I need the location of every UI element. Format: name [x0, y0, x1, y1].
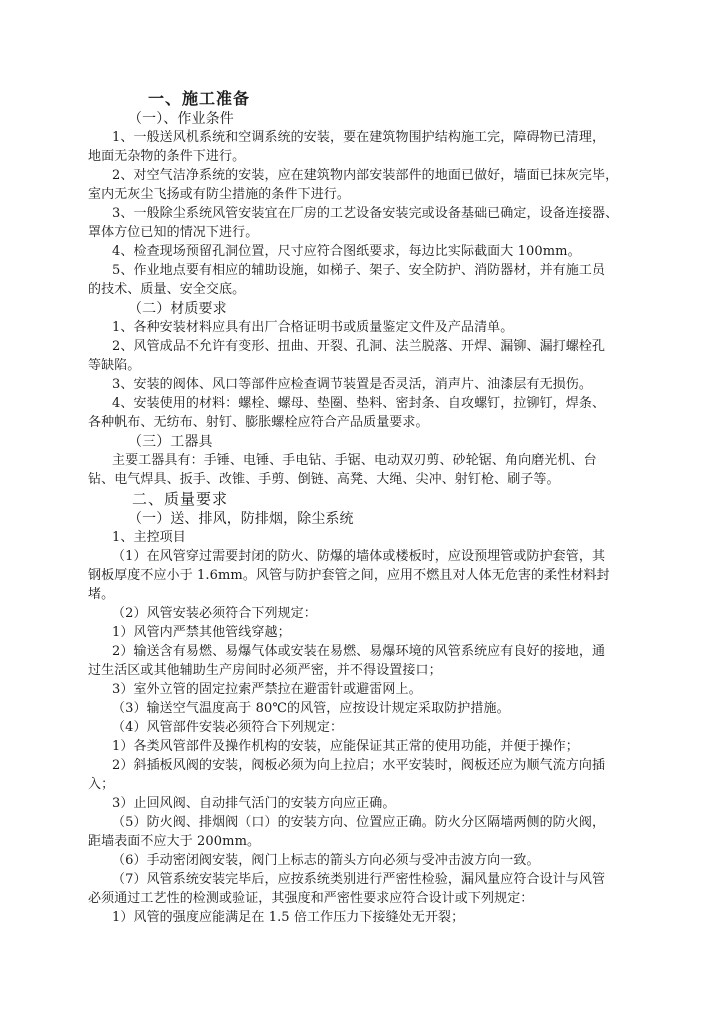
paragraph-line: （1）在风管穿过需要封闭的防火、防爆的墙体或楼板时，应设预埋管或防护套管，其: [112, 549, 606, 564]
paragraph-line: 3）室外立管的固定拉索严禁拉在避雷针或避雷网上。: [112, 682, 422, 697]
paragraph-line: 必须通过工艺性的检测或验证，其强度和严密性要求应符合设计或下列规定：: [88, 891, 534, 906]
paragraph-line: 1、各种安装材料应具有出厂合格证明书或质量鉴定文件及产品清单。: [112, 320, 514, 335]
paragraph-line: 室内无灰尘飞扬或有防尘措施的条件下进行。: [88, 187, 351, 202]
paragraph-line: 过生活区或其他辅助生产房间时必须严密，并不得设置接口；: [88, 663, 442, 678]
paragraph-line: 各种帆布、无纺布、射钉、膨胀螺栓应符合产品质量要求。: [88, 415, 429, 430]
subsection-heading: （一）、作业条件: [128, 111, 234, 127]
paragraph-line: 1、主控项目: [112, 530, 186, 545]
paragraph-line: （5）防火阀、排烟阀（口）的安装方向、位置应正确。防火分区隔墙两侧的防火阀，: [112, 815, 606, 830]
paragraph-line: （7）风管系统安装完毕后，应按系统类别进行严密性检验，漏风量应符合设计与风管: [112, 872, 606, 887]
subsection-heading: （三）工器具: [128, 434, 213, 450]
paragraph-line: （3）输送空气温度高于 80℃的风管，应按设计规定采取防护措施。: [112, 701, 510, 716]
paragraph-line: 堵。: [88, 587, 115, 602]
paragraph-line: （6）手动密闭阀安装，阀门上标志的箭头方向必须与受冲击波方向一致。: [112, 853, 540, 868]
paragraph-line: 3、一般除尘系统风管安装宜在厂房的工艺设备安装完或设备基础已确定，设备连接器、: [112, 206, 619, 221]
subsection-heading: （二）材质要求: [128, 301, 227, 317]
subsection-heading: （一）送、排风，防排烟，除尘系统: [128, 511, 354, 527]
paragraph-line: （4）风管部件安装必须符合下列规定：: [112, 720, 344, 735]
paragraph-line: 钢板厚度不应小于 1.6mm。风管与防护套管之间，应用不燃且对人体无危害的柔性材料封: [88, 568, 610, 583]
paragraph-line: 1）各类风管部件及操作机构的安装，应能保证其正常的使用功能，并便于操作；: [112, 739, 579, 754]
paragraph-line: 2、风管成品不允许有变形、扭曲、开裂、孔洞、法兰脱落、开焊、漏铆、漏打螺栓孔: [112, 339, 606, 354]
paragraph-line: 等缺陷。: [88, 358, 141, 373]
paragraph-line: 2）输送含有易燃、易爆气体或安装在易燃、易爆环境的风管系统应有良好的接地，通: [112, 644, 606, 659]
paragraph-line: 钻、电气焊具、扳手、改锥、手剪、倒链、高凳、大绳、尖冲、射钉枪、刷子等。: [88, 472, 560, 487]
paragraph-line: 地面无杂物的条件下进行。: [88, 149, 246, 164]
paragraph-line: 3、安装的阀体、风口等部件应检查调节装置是否灵活，消声片、油漆层有无损伤。: [112, 377, 592, 392]
paragraph-line: 1）风管的强度应能满足在 1.5 倍工作压力下接缝处无开裂；: [112, 910, 465, 925]
paragraph-line: 的技术、质量、安全交底。: [88, 282, 246, 297]
paragraph-line: 2、对空气洁净系统的安装，应在建筑物内部安装部件的地面已做好，墙面已抹灰完毕，: [112, 168, 619, 183]
paragraph-line: 主要工器具有：手锤、电锤、手电钻、手锯、电动双刃剪、砂轮锯、角向磨光机、台: [112, 453, 597, 468]
paragraph-line: 罩体方位已知的情况下进行。: [88, 225, 259, 240]
watermark: [278, 406, 483, 675]
paragraph-line: （2）风管安装必须符合下列规定：: [112, 606, 317, 621]
paragraph-line: 2）斜插板风阀的安装，阀板必须为向上拉启；水平安装时，阀板还应为顺气流方向插: [112, 758, 606, 773]
paragraph-line: 5、作业地点要有相应的辅助设施，如梯子、架子、安全防护、消防器材，并有施工员: [112, 263, 606, 278]
paragraph-line: 3）止回风阀、自动排气活门的安装方向应正确。: [112, 796, 396, 811]
paragraph-line: 距墙表面不应大于 200mm。: [88, 834, 261, 849]
paragraph-line: 4、安装使用的材料：螺栓、螺母、垫圈、垫料、密封条、自攻螺钉，拉铆钉，焊条、: [112, 396, 606, 411]
paragraph-line: 1）风管内严禁其他管线穿越；: [112, 625, 291, 640]
paragraph-line: 4、检查现场预留孔洞位置，尺寸应符合图纸要求，每边比实际截面大 100mm。: [112, 244, 581, 259]
section-heading-2: 二、质量要求: [132, 490, 229, 508]
paragraph-line: 1、一般送风机系统和空调系统的安装，要在建筑物围护结构施工完，障碍物已清理，: [112, 130, 606, 145]
paragraph-line: 入；: [88, 777, 115, 792]
section-heading-1: 一、施工准备: [148, 89, 251, 108]
